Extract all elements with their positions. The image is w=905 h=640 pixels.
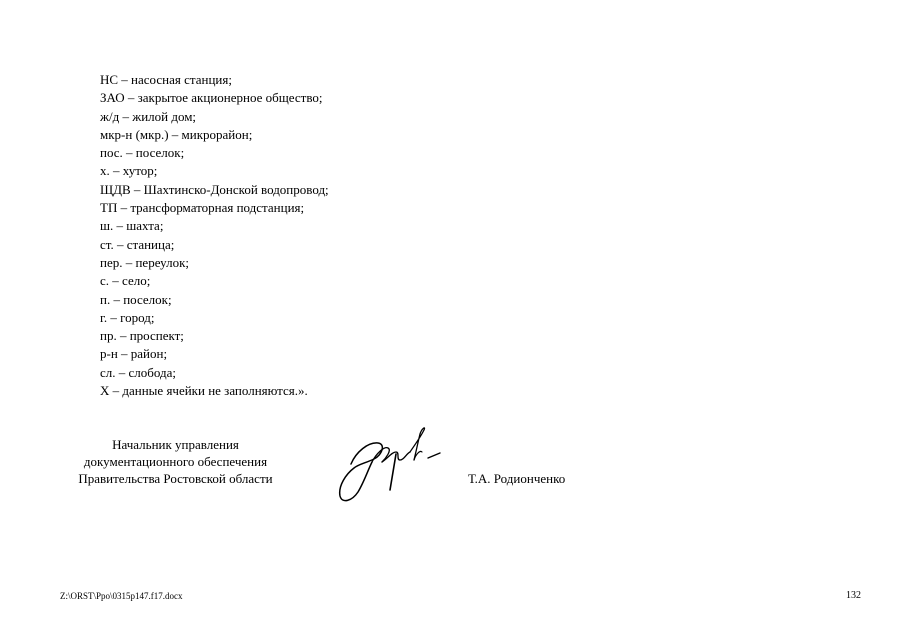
position-line-1: Начальник управления	[112, 437, 239, 452]
page-number: 132	[846, 590, 861, 601]
abbreviation-item: п. – поселок;	[100, 291, 172, 307]
abbreviation-item: сл. – слобода;	[100, 364, 177, 380]
abbreviation-item: с. – село;	[100, 273, 151, 289]
footer-file-path: Z:\ORST\Ppo\0315p147.f17.docx	[60, 591, 183, 601]
signatory-name: Т.А. Родионченко	[468, 471, 566, 486]
signatory-position	[58, 436, 293, 487]
abbreviation-item: Х – данные ячейки не заполняются.».	[100, 383, 308, 399]
abbreviation-item: пер. – переулок;	[100, 254, 189, 270]
abbreviation-item: ш. – шахта;	[100, 218, 164, 234]
abbreviation-item: ЗАО – закрытое акционерное общество;	[100, 90, 323, 106]
abbreviation-item: мкр-н (мкр.) – микрорайон;	[100, 126, 253, 142]
position-line-2: документационного обеспечения	[83, 454, 268, 469]
abbreviation-item: ТП – трансформаторная подстанция;	[100, 200, 305, 216]
abbreviation-item: х. – хутор;	[100, 163, 158, 179]
abbreviation-item: г. – город;	[100, 309, 155, 325]
handwritten-signature	[330, 424, 445, 506]
abbreviation-list	[100, 71, 329, 400]
abbreviation-item: ст. – станица;	[100, 236, 175, 252]
abbreviation-item: пр. – проспект;	[100, 328, 184, 344]
position-line-3: Правительства Ростовской области	[78, 471, 273, 486]
abbreviation-item: ЩДВ – Шахтинско-Донской водопровод;	[100, 181, 329, 197]
abbreviation-item: р-н – район;	[100, 346, 168, 362]
abbreviation-item: НС – насосная станция;	[100, 72, 232, 87]
abbreviation-item: пос. – поселок;	[100, 145, 185, 161]
abbreviation-item: ж/д – жилой дом;	[100, 108, 197, 124]
